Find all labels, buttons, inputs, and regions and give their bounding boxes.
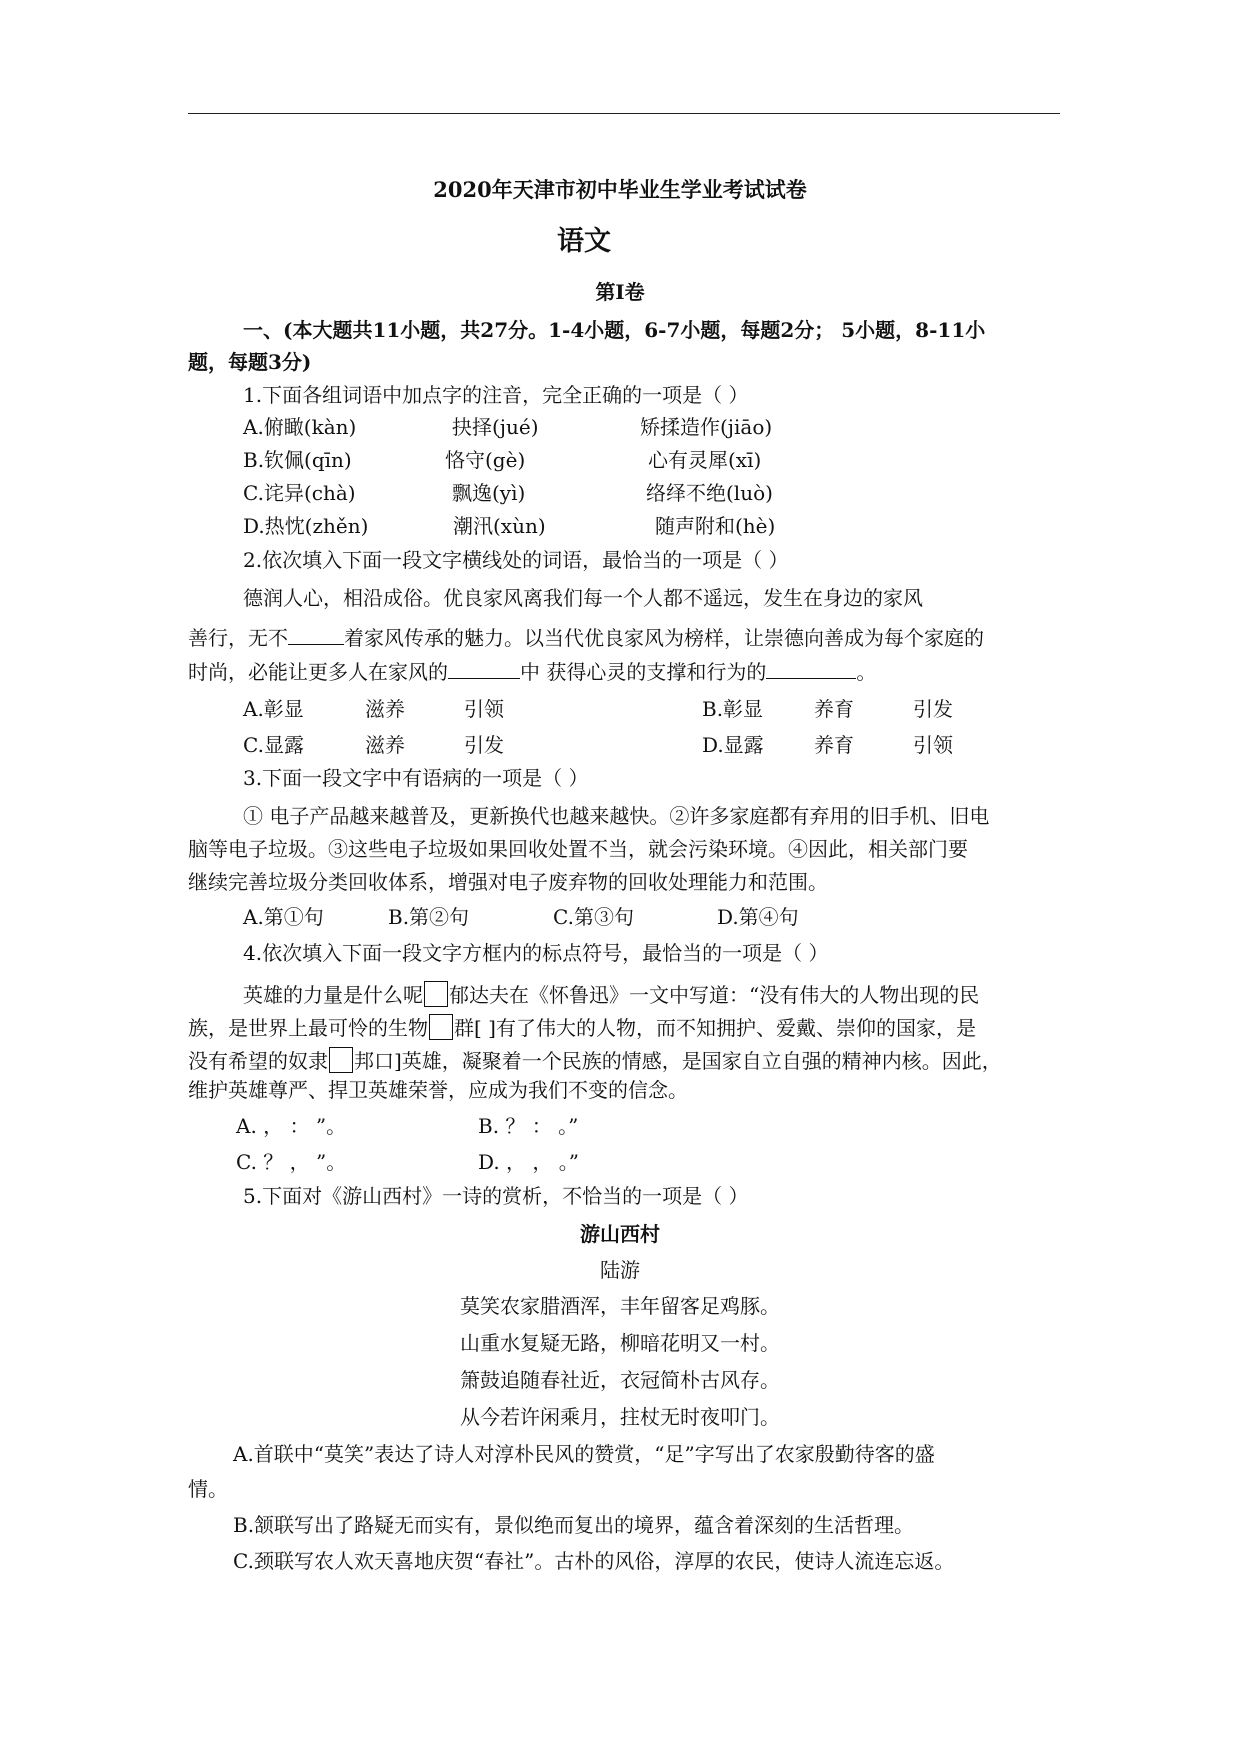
q4-opt-a: A. ， ： ”。 <box>236 1114 347 1138</box>
q1-row-b-col3: 心有灵犀(xī) <box>648 448 762 472</box>
q1-row-a-col2: 抉择(jué) <box>452 415 539 439</box>
q4-punct-box-3 <box>329 1047 353 1073</box>
q2-stem: 2.依次填入下面一段文字横线处的词语，最恰当的一项是（ ） <box>243 548 789 572</box>
q2-opt-b-w3: 引发 <box>913 697 953 721</box>
q5-option-c: C.颈联写农人欢天喜地庆贺“春社”。古朴的风俗，淳厚的农民，使诗人流连忘返。 <box>233 1549 955 1573</box>
poem-line-4: 从今若许闲乘月，拄杖无时夜叩门。 <box>460 1405 780 1429</box>
q2-blank-1 <box>288 626 344 645</box>
q4-line1-text-a: 英雄的力量是什么呢 <box>243 983 423 1007</box>
q1-row-c-col2: 飘逸(yì) <box>452 481 526 505</box>
q4-opt-d: D. ， ， 。” <box>478 1150 579 1174</box>
q2-opt-d-w2: 养育 <box>814 733 854 757</box>
q2-line3-text-a: 时尚，必能让更多人在家风的 <box>188 660 448 684</box>
q1-row-d-col2: 潮汛(xùn) <box>453 514 546 538</box>
section-intro-line1: 一、(本大题共11小题，共27分。1-4小题，6-7小题，每题2分； 5小题，8-11小 <box>243 318 986 342</box>
q2-blank-3 <box>766 660 856 679</box>
header-rule <box>188 113 1060 114</box>
q2-paragraph-line1: 德润人心，相沿成俗。优良家风离我们每一个人都不遥远，发生在身边的家风 <box>243 586 923 610</box>
q4-stem: 4.依次填入下面一段文字方框内的标点符号，最恰当的一项是（ ） <box>243 941 829 965</box>
q3-opt-c: C.第③句 <box>553 905 634 929</box>
q4-paragraph-line3 <box>188 1047 1002 1073</box>
q3-opt-b: B.第②句 <box>388 905 470 929</box>
q1-row-b-col1: B.钦佩(qīn) <box>243 448 352 472</box>
q1-row-a-col1: A.俯瞰(kàn) <box>243 415 357 439</box>
q3-stem: 3.下面一段文字中有语病的一项是（ ） <box>243 766 589 790</box>
poem-line-3: 箫鼓追随春社近，衣冠简朴古风存。 <box>460 1368 780 1392</box>
poem-line-2: 山重水复疑无路，柳暗花明又一村。 <box>460 1331 780 1355</box>
poem-author: 陆游 <box>600 1258 640 1282</box>
q2-line3-text-b: 中 获得心灵的支撑和行为的 <box>520 660 767 684</box>
q1-row-d-col3: 随声附和(hè) <box>655 514 776 538</box>
q1-row-c-col3: 络绎不绝(luò) <box>646 481 773 505</box>
q5-stem: 5.下面对《游山西村》一诗的赏析，不恰当的一项是（ ） <box>243 1184 749 1208</box>
section-intro-line2: 题，每题3分) <box>188 350 312 374</box>
q2-line2-text-a: 善行，无不 <box>188 626 288 650</box>
q2-opt-b-w1: B.彰显 <box>702 697 764 721</box>
q2-opt-a-w3: 引领 <box>464 697 504 721</box>
q4-paragraph-line4: 维护英雄尊严、捍卫英雄荣誉，应成为我们不变的信念。 <box>188 1078 688 1102</box>
q4-line3-text-a: 没有希望的奴隶 <box>188 1049 328 1073</box>
q2-line3-text-c: 。 <box>856 660 877 684</box>
q1-stem: 1.下面各组词语中加点字的注音，完全正确的一项是（ ） <box>243 383 749 407</box>
q2-opt-a-w2: 滋养 <box>365 697 405 721</box>
q2-opt-d-w1: D.显露 <box>702 733 764 757</box>
q2-opt-b-w2: 养育 <box>814 697 854 721</box>
q4-opt-c: C. ？ ， ”。 <box>236 1150 347 1174</box>
q4-paragraph-line1 <box>243 981 979 1007</box>
q2-opt-a-w1: A.彰显 <box>243 697 304 721</box>
q1-row-c-col1: C.诧异(chà) <box>243 481 356 505</box>
q4-line2-text-b: 群[ ]有了伟大的人物，而不知拥护、爱戴、崇仰的国家，是 <box>454 1016 976 1040</box>
q2-paragraph-line3 <box>188 660 876 682</box>
q3-opt-d: D.第④句 <box>717 905 799 929</box>
q1-row-a-col3: 矫揉造作(jiāo) <box>640 415 773 439</box>
q4-punct-box-1 <box>424 981 448 1007</box>
q3-opt-a: A.第①句 <box>243 905 324 929</box>
q2-opt-c-w3: 引发 <box>464 733 504 757</box>
q2-opt-c-w2: 滋养 <box>365 733 405 757</box>
q3-paragraph-line1: ① 电子产品越来越普及，更新换代也越来越快。②许多家庭都有弃用的旧手机、旧电 <box>243 804 990 828</box>
q4-line1-text-b: 郁达夫在《怀鲁迅》一文中写道：“没有伟大的人物出现的民 <box>449 983 980 1007</box>
q4-opt-b: B. ？ ： 。” <box>478 1114 579 1138</box>
poem-line-1: 莫笑农家腊酒浑，丰年留客足鸡豚。 <box>460 1294 780 1318</box>
volume-title: 第Ⅰ卷 <box>595 280 645 304</box>
q5-option-a-line2: 情。 <box>188 1477 228 1501</box>
q3-paragraph-line2: 脑等电子垃圾。③这些电子垃圾如果回收处置不当，就会污染环境。④因此，相关部门要 <box>188 837 968 861</box>
q2-opt-d-w3: 引领 <box>913 733 953 757</box>
poem-title: 游山西村 <box>580 1222 660 1246</box>
q2-line2-text-b: 着家风传承的魅力。以当代优良家风为榜样，让崇德向善成为每个家庭的 <box>344 626 984 650</box>
q1-row-b-col2: 恪守(gè) <box>445 448 526 472</box>
q2-opt-c-w1: C.显露 <box>243 733 304 757</box>
q4-line3-text-b: 邦口]英雄，凝聚着一个民族的情感，是国家自立自强的精神内核。因此， <box>354 1049 1002 1073</box>
q4-line2-text-a: 族，是世界上最可怜的生物 <box>188 1016 428 1040</box>
q4-paragraph-line2 <box>188 1014 976 1040</box>
q2-paragraph-line2 <box>188 626 984 648</box>
q1-row-d-col1: D.热忱(zhěn) <box>243 514 369 538</box>
subject-title: 语文 <box>557 226 611 257</box>
q3-paragraph-line3: 继续完善垃圾分类回收体系，增强对电子废弃物的回收处理能力和范围。 <box>188 870 828 894</box>
q4-punct-box-2 <box>429 1014 453 1040</box>
q2-blank-2 <box>448 660 520 679</box>
exam-title: 2020年天津市初中毕业生学业考试试卷 <box>433 177 807 202</box>
q5-option-b: B.颔联写出了路疑无而实有，景似绝而复出的境界，蕴含着深刻的生活哲理。 <box>233 1513 915 1537</box>
q5-option-a-line1: A.首联中“莫笑”表达了诗人对淳朴民风的赞赏，“足”字写出了农家殷勤待客的盛 <box>233 1442 935 1466</box>
